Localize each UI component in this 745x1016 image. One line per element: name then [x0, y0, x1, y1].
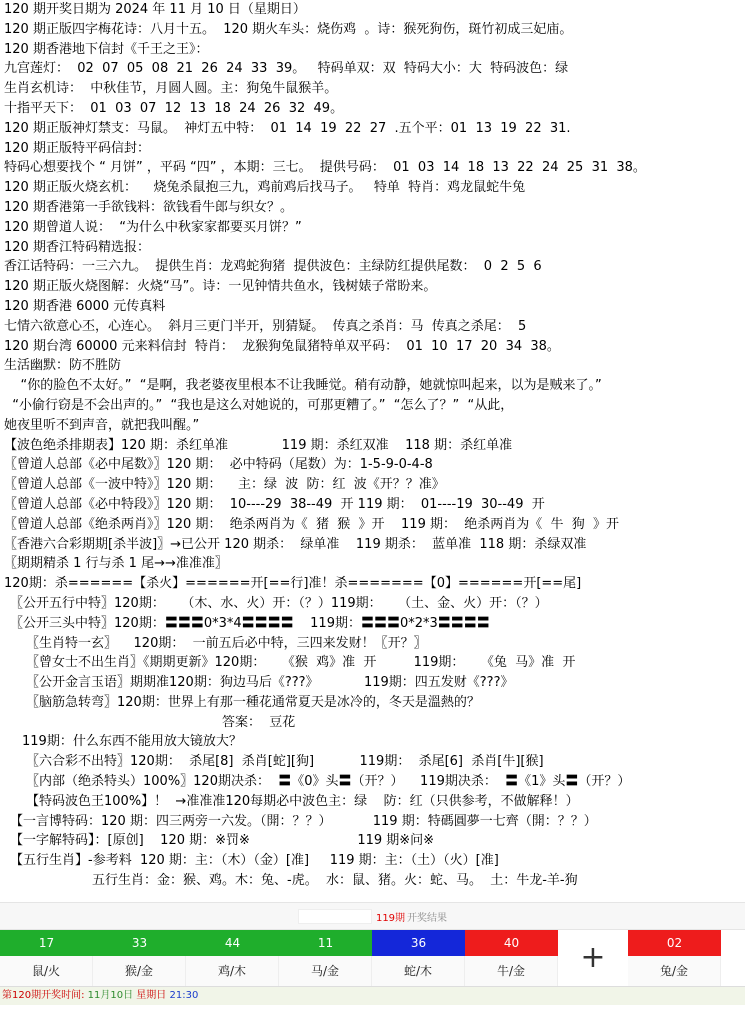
text-line: 〖曾道人总部《一波中特》〗120 期： 主：绿 波 防：红 波《开？？准》 [4, 477, 445, 493]
text-line: 120期：杀======【杀火】======开[==行]准！杀=======【0】======开[==尾] [4, 576, 582, 592]
open-result-label: 开奖结果 [407, 912, 448, 924]
text-line: 生肖玄机诗： 中秋佳节，月圆人圆。主：狗兔牛鼠猴羊。 [4, 81, 338, 97]
ball-zodiac: 牛/金 [465, 956, 558, 986]
lottery-result-panel [0, 902, 745, 1016]
ball-cell [186, 930, 279, 986]
text-line: 答案： 豆花 [222, 714, 296, 730]
text-line: 120 期香港第一手欲钱料：欲钱看牛郎与织女？。 [4, 199, 293, 215]
text-line: 120 期曾道人说： “为什么中秋家家都要买月饼？” [4, 219, 302, 235]
text-line: “你的脸色不太好。” “是啊，我老婆夜里根本不让我睡觉。稍有动静，她就惊叫起来，以为是贼来了。” [4, 378, 602, 394]
ball-cell [93, 930, 186, 986]
text-line: 〖公开三头中特〗120期：〓〓〓0*3*4〓〓〓〓 119期：〓〓〓0*2*3〓〓〓〓 [10, 615, 490, 631]
text-line: 〖曾道人总部《必中特段》〗120 期： 10----29 38--49 开 119 期： 01----19 30--49 开 [4, 496, 545, 512]
text-line: 〖内部（绝杀特头）100%〗120期决杀： 〓《0》头〓（开？） 119期决杀： 〓《1》头〓（开？） [26, 774, 631, 790]
text-line: 119期：什么东西不能用放大镜放大？ [22, 734, 242, 750]
text-line: 【一言博特码：120 期：四三两旁一六发。（開：？？） 119 期：特碼圓夢一七齊（開：？？） [10, 813, 597, 829]
text-line: 120 期正版特平码信封： [4, 140, 150, 156]
text-line: 〖脑筋急转弯〗120期：世界上有那一種花通常夏天是冰冷的，冬天是溫熱的？ [26, 694, 480, 710]
text-line: 〖六合彩不出特〗120期： 杀尾[8] 杀肖[蛇][狗] 119期： 杀尾[6] 杀肖[牛][猴] [26, 754, 544, 770]
ball-zodiac: 鼠/火 [0, 956, 93, 986]
ball-number: 36 [372, 930, 465, 956]
ball-number: 17 [0, 930, 93, 956]
ball-zodiac: 蛇/木 [372, 956, 465, 986]
text-line: 她夜里听不到声音，就把我叫醒。” [4, 417, 200, 433]
ball-zodiac: 马/金 [279, 956, 372, 986]
result-balls [0, 930, 745, 986]
text-line: 120 期正版四字梅花诗：八月十五。 120 期火车头：烧伤鸡 。诗：猴死狗伤，斑竹初成三妃庙。 [4, 21, 573, 37]
ball-cell [279, 930, 372, 986]
text-line: 【波色绝杀排期表】120 期：杀红单准 119 期：杀红双准 118 期：杀红单准 [4, 437, 513, 453]
special-ball-number: 02 [628, 930, 721, 956]
draw-time-bar [0, 986, 745, 1005]
text-line: 【五行生肖】-参考料 120 期：主：（木）（金）[准] 119 期：主：（土）（火）[准] [10, 853, 499, 869]
text-line: 〖生肖特一玄〗 120期： 一前五后必中特，三四来发财！〖开？〗 [26, 635, 427, 651]
ball-zodiac: 猴/金 [93, 956, 186, 986]
text-line: 生活幽默：防不胜防 [4, 358, 122, 374]
text-line: 〖曾道人总部《必中尾数》〗120 期： 必中特码（尾数）为：1-5-9-0-4-8 [4, 457, 433, 473]
special-ball-cell [628, 930, 721, 986]
text-line: 香江话特码：一三六九。 提供生肖：龙鸡蛇狗猪 提供波色：主绿防红提供尾数： 0 2 5 6 [4, 259, 542, 275]
period-label: 119期 [375, 912, 406, 924]
ball-number: 44 [186, 930, 279, 956]
draw-time: 21:30 [169, 990, 199, 1001]
text-line: 七情六欲意心丕，心连心。 斜月三更门半开，别猜疑。 传真之杀肖：马 传真之杀尾： 5 [4, 318, 527, 334]
text-line: 〖香港六合彩期期[杀半波]〗→已公开 120 期杀： 绿单准 119 期杀： 蓝单准 118 期：杀绿双准 [4, 536, 587, 552]
special-ball-zodiac: 兔/金 [628, 956, 721, 986]
ball-number: 11 [279, 930, 372, 956]
text-line: “小偷行窃是不会出声的。” “我也是这么对她说的，可那更糟了。” “怎么了？” “从此， [4, 397, 514, 413]
text-line: 【一字解特码】：[原创] 120 期：※罚※ 119 期※问※ [10, 833, 435, 849]
period-input[interactable] [298, 909, 372, 924]
draw-weekday: 星期日 [136, 990, 167, 1001]
ball-number: 40 [465, 930, 558, 956]
text-line: 特码心想要找个 “ 月饼” ，平码 “四” ，本期：三七。 提供号码： 01 03 14 18 13 22 24 25 31 38。 [4, 160, 646, 176]
text-line: 120 期开奖日期为 2024 年 11 月 10 日（星期日） [4, 2, 306, 17]
text-line: 120 期正版火烧玄机： 烧兔杀鼠抱三九，鸡前鸡后找马子。 特单 特肖：鸡龙鼠蛇牛兔 [4, 180, 526, 196]
ball-zodiac: 鸡/木 [186, 956, 279, 986]
plus-cell [558, 930, 628, 986]
text-line: 120 期香港地下信封《千王之王》： [4, 41, 209, 57]
text-line: 〖公开金言玉语〗期期准120期：狗边马后《???》 119期：四五发财《???》 [26, 675, 514, 691]
text-line: 【特码波色王100%】！ →准准准120每期必中波色主：绿 防：红（只供参考，不做解释！） [26, 793, 579, 809]
ball-number: 33 [93, 930, 186, 956]
text-line: 〖曾女士不出生肖〗《期期更新》120期： 《猴 鸡》准 开 119期： 《兔 马》准 开 [26, 655, 576, 671]
text-line: 〖期期精杀 1 行与杀 1 尾→→准准准〗 [4, 556, 228, 572]
text-line: 120 期香江特码精选报： [4, 239, 150, 255]
text-line: 十指平天下： 01 03 07 12 13 18 24 26 32 49。 [4, 100, 344, 116]
text-line: 五行生肖：金：猴、鸡。木：兔、-虎。 水：鼠、猪。火：蛇、马。 土：牛龙-羊-狗 [92, 873, 578, 889]
text-line: 120 期台湾 60000 元来料信封 特肖： 龙猴狗兔鼠猪特单双平码： 01 10 17 20 34 38。 [4, 338, 560, 354]
ball-cell [0, 930, 93, 986]
draw-time-label: 第120期开奖时间: [2, 990, 85, 1001]
text-line: 120 期正版火烧图解：火烧“马”。诗：一见钟情共鱼水，钱树婊子常盼来。 [4, 279, 437, 295]
text-line: 九宫莲灯： 02 07 05 08 21 26 24 33 39。 特码单双：双 特码大小：大 特码波色：绿 [4, 61, 569, 77]
draw-date: 11月10日 [87, 990, 134, 1001]
result-header [0, 902, 745, 930]
text-line: 120 期香港 6000 元传真料 [4, 298, 166, 314]
text-line: 120 期正版神灯禁支：马鼠。 神灯五中特： 01 14 19 22 27 .五个平：01 13 19 22 31. [4, 120, 571, 136]
plus-icon: + [580, 940, 606, 975]
text-line: 〖公开五行中特〗120期： （木、水、火）开：（？）119期： （土、金、火）开：（？） [10, 595, 548, 611]
text-line: 〖曾道人总部《绝杀两肖》〗120 期： 绝杀两肖为《 猪 猴 》开 119 期： 绝杀两肖为《 牛 狗 》开 [4, 516, 620, 532]
ball-cell [372, 930, 465, 986]
ball-cell [465, 930, 558, 986]
